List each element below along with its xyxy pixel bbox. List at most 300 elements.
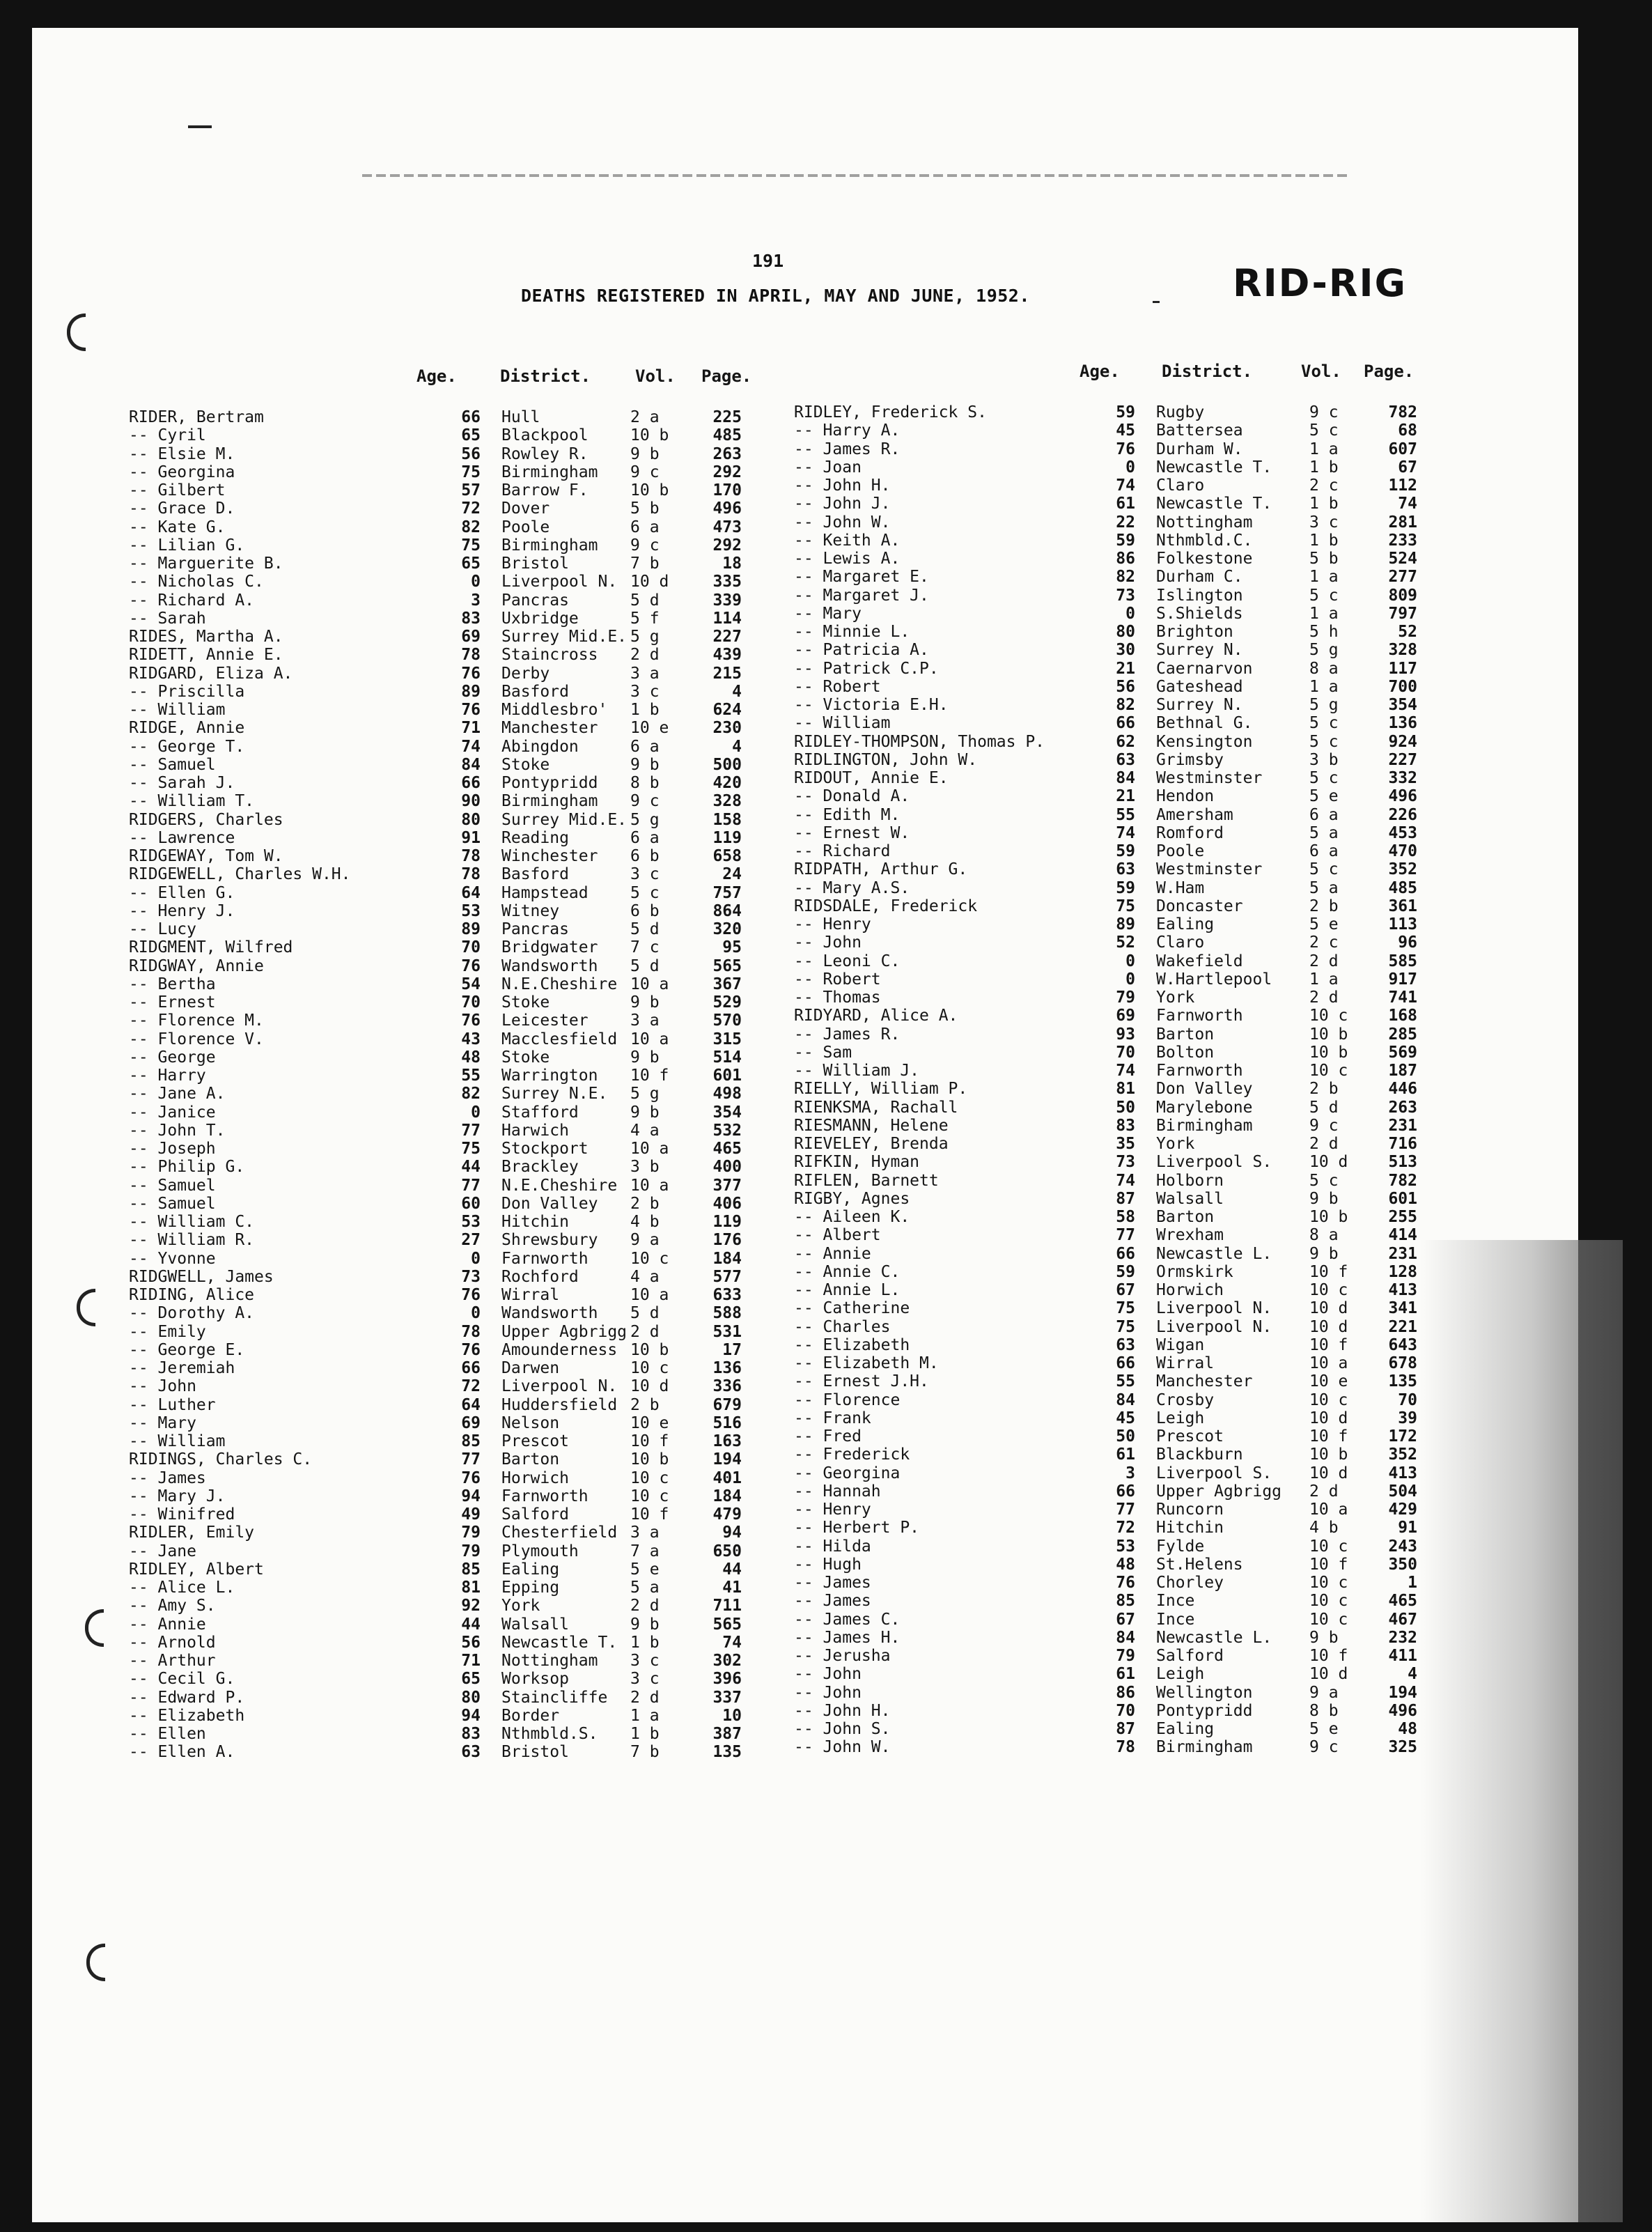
record-district: Birmingham	[1156, 1738, 1253, 1757]
record-row	[794, 1007, 1532, 1025]
record-name: -- James	[794, 1592, 871, 1611]
record-age: 71	[461, 719, 481, 738]
record-volume: 9 c	[1309, 1738, 1339, 1757]
record-name: -- Elizabeth M.	[794, 1354, 939, 1372]
record-row	[794, 1190, 1532, 1208]
record-district: Wigan	[1156, 1335, 1205, 1354]
record-page: 643	[1388, 1335, 1417, 1354]
record-name: -- Margaret E.	[794, 568, 929, 587]
record-age: 73	[1116, 586, 1135, 605]
record-name: -- Amy S.	[129, 1597, 216, 1615]
record-name: -- Ellen G.	[129, 883, 235, 902]
record-district: Barrow F.	[501, 481, 589, 499]
record-page: 414	[1388, 1226, 1417, 1245]
record-name: RIDPATH, Arthur G.	[794, 860, 968, 879]
record-page: 496	[712, 499, 742, 518]
record-name: -- John	[794, 933, 862, 952]
record-page: 163	[712, 1432, 742, 1450]
record-age: 79	[461, 1524, 481, 1542]
record-age: 44	[461, 1615, 481, 1634]
record-row	[129, 1542, 867, 1560]
record-volume: 9 b	[630, 993, 660, 1012]
record-page: 917	[1388, 970, 1417, 989]
record-district: Holborn	[1156, 1171, 1224, 1190]
record-volume: 6 b	[630, 901, 660, 920]
record-volume: 10 e	[1309, 1372, 1348, 1391]
record-district: Don Valley	[501, 1194, 598, 1213]
record-age: 66	[1116, 1244, 1135, 1263]
record-age: 59	[1116, 403, 1135, 421]
record-volume: 9 c	[1309, 403, 1339, 421]
record-district: Claro	[1156, 476, 1205, 495]
record-row	[129, 1597, 867, 1615]
record-volume: 5 d	[630, 1304, 660, 1323]
record-age: 75	[1116, 1317, 1135, 1336]
record-page: 119	[712, 1213, 742, 1231]
record-age: 63	[1116, 860, 1135, 879]
record-age: 78	[461, 646, 481, 665]
record-name: RIDING, Alice	[129, 1286, 255, 1304]
record-volume: 1 b	[1309, 495, 1339, 513]
record-row	[794, 897, 1532, 915]
record-volume: 5 a	[1309, 823, 1339, 842]
record-age: 89	[461, 682, 481, 701]
record-age: 59	[1116, 1262, 1135, 1281]
record-row	[129, 1085, 867, 1103]
record-name: -- Yvonne	[129, 1249, 216, 1268]
record-row	[129, 591, 867, 610]
record-name: -- Robert	[794, 970, 881, 989]
record-volume: 3 c	[630, 865, 660, 884]
record-age: 56	[1116, 677, 1135, 696]
record-name: -- John H.	[794, 476, 891, 495]
record-row	[129, 1359, 867, 1377]
record-district: Witney	[501, 901, 560, 920]
record-district: Liverpool S.	[1156, 1464, 1272, 1482]
record-volume: 10 d	[1309, 1299, 1348, 1318]
record-volume: 10 a	[630, 975, 669, 993]
record-volume: 10 d	[630, 573, 669, 591]
record-volume: 10 f	[1309, 1262, 1348, 1281]
record-volume: 1 a	[1309, 568, 1339, 587]
record-volume: 5 g	[630, 810, 660, 829]
record-row	[129, 1652, 867, 1670]
record-district: Basford	[501, 682, 569, 701]
record-page: 225	[712, 408, 742, 426]
record-row	[129, 975, 867, 993]
page-header: Page.	[1364, 362, 1415, 381]
record-volume: 7 b	[630, 555, 660, 573]
record-page: 514	[712, 1048, 742, 1067]
record-row	[129, 1432, 867, 1450]
record-age: 78	[1116, 1738, 1135, 1757]
record-district: York	[1156, 989, 1195, 1007]
record-row	[129, 1268, 867, 1286]
record-name: -- Priscilla	[129, 682, 245, 701]
record-district: Leigh	[1156, 1665, 1205, 1684]
record-page: 136	[1388, 714, 1417, 733]
record-name: -- Henry	[794, 915, 871, 933]
record-district: Westminster	[1156, 769, 1263, 787]
record-age: 0	[1125, 458, 1135, 476]
record-name: -- William R.	[129, 1231, 255, 1250]
record-district: Wandsworth	[501, 1304, 598, 1323]
dash-mark	[188, 125, 212, 128]
record-name: RIEVELEY, Brenda	[794, 1135, 949, 1153]
record-age: 49	[461, 1505, 481, 1524]
age-header: Age.	[1080, 362, 1120, 381]
record-district: Nthmbld.C.	[1156, 531, 1253, 550]
record-page: 231	[1388, 1244, 1417, 1263]
record-name: -- George E.	[129, 1340, 245, 1359]
district-header: District.	[1162, 362, 1253, 381]
record-district: Amounderness	[501, 1340, 618, 1359]
record-page: 70	[1398, 1390, 1417, 1409]
record-district: Kensington	[1156, 732, 1253, 751]
record-row	[129, 1341, 867, 1359]
record-name: -- Georgina	[129, 463, 235, 481]
record-age: 66	[461, 1359, 481, 1377]
record-volume: 1 a	[1309, 440, 1339, 458]
record-page: 411	[1388, 1647, 1417, 1665]
record-page: 809	[1388, 586, 1417, 605]
record-row	[794, 623, 1532, 641]
record-row	[794, 532, 1532, 550]
vol-header: Vol.	[1301, 362, 1341, 381]
record-age: 75	[461, 1140, 481, 1158]
record-page: 624	[712, 701, 742, 719]
record-page: 172	[1388, 1427, 1417, 1446]
record-page: 446	[1388, 1080, 1417, 1099]
record-age: 54	[461, 975, 481, 993]
record-age: 0	[471, 573, 481, 591]
record-age: 83	[461, 1725, 481, 1743]
record-district: Hitchin	[1156, 1519, 1224, 1537]
record-page: 184	[712, 1487, 742, 1505]
record-volume: 4 b	[630, 1213, 660, 1231]
record-name: -- Minnie L.	[794, 623, 910, 641]
record-row	[129, 1505, 867, 1524]
record-age: 55	[1116, 805, 1135, 824]
record-row	[794, 1208, 1532, 1226]
record-row	[129, 738, 867, 756]
record-page: 782	[1388, 403, 1417, 421]
record-volume: 2 b	[1309, 897, 1339, 915]
record-row	[794, 1501, 1532, 1519]
record-volume: 5 a	[630, 1579, 660, 1597]
record-name: -- Annie C.	[794, 1262, 901, 1281]
record-name: -- Mary	[794, 604, 862, 623]
record-volume: 4 a	[630, 1121, 660, 1140]
record-row	[794, 1647, 1532, 1665]
record-row	[129, 555, 867, 573]
record-row	[129, 811, 867, 829]
record-age: 65	[461, 1670, 481, 1689]
record-volume: 10 d	[630, 1377, 669, 1396]
record-row	[794, 989, 1532, 1007]
record-volume: 1 b	[1309, 458, 1339, 476]
record-name: -- James C.	[794, 1610, 901, 1629]
record-volume: 6 b	[630, 847, 660, 865]
record-volume: 5 e	[630, 1560, 660, 1579]
record-age: 82	[461, 518, 481, 536]
record-age: 55	[1116, 1372, 1135, 1391]
record-age: 35	[1116, 1135, 1135, 1153]
record-district: Hendon	[1156, 787, 1215, 806]
record-name: -- Victoria E.H.	[794, 696, 949, 714]
record-page: 585	[1388, 952, 1417, 970]
record-row	[129, 865, 867, 883]
record-district: Derby	[501, 664, 550, 683]
record-volume: 5 c	[1309, 860, 1339, 879]
record-name: -- John T.	[129, 1121, 226, 1140]
record-list	[794, 403, 1532, 1757]
record-page: 10	[722, 1706, 742, 1725]
record-district: N.E.Cheshire	[501, 975, 618, 993]
record-volume: 10 b	[1309, 1043, 1348, 1062]
record-row	[794, 1446, 1532, 1464]
record-page: 467	[1388, 1610, 1417, 1629]
record-volume: 10 c	[1309, 1574, 1348, 1592]
record-row	[794, 787, 1532, 805]
record-volume: 2 d	[1309, 1482, 1339, 1501]
record-row	[129, 719, 867, 737]
record-page: 135	[712, 1743, 742, 1762]
record-district: Liverpool N.	[501, 1377, 618, 1396]
record-age: 80	[1116, 623, 1135, 641]
record-volume: 10 f	[1309, 1427, 1348, 1446]
record-page: 429	[1388, 1501, 1417, 1519]
record-name: -- Mary J.	[129, 1487, 226, 1505]
record-row	[129, 957, 867, 975]
record-volume: 9 c	[1309, 1116, 1339, 1135]
record-district: Ealing	[501, 1560, 560, 1579]
record-page: 741	[1388, 989, 1417, 1007]
record-age: 21	[1116, 787, 1135, 806]
record-age: 50	[1116, 1427, 1135, 1446]
record-name: -- John	[794, 1665, 862, 1684]
record-volume: 1 a	[1309, 604, 1339, 623]
record-district: Macclesfield	[501, 1030, 618, 1048]
record-district: Manchester	[501, 719, 598, 738]
record-district: Reading	[501, 828, 569, 847]
record-volume: 4 b	[1309, 1519, 1339, 1537]
record-age: 69	[461, 628, 481, 646]
record-page: 52	[1398, 623, 1417, 641]
record-age: 0	[471, 1304, 481, 1323]
record-volume: 10 a	[1309, 1354, 1348, 1372]
record-row	[129, 1725, 867, 1743]
record-page: 96	[1398, 933, 1417, 952]
record-page: 496	[1388, 1701, 1417, 1720]
record-name: -- Donald A.	[794, 787, 910, 806]
record-age: 76	[461, 1286, 481, 1304]
record-row	[794, 1281, 1532, 1299]
record-district: Gateshead	[1156, 677, 1243, 696]
record-district: Amersham	[1156, 805, 1233, 824]
record-page: 500	[712, 755, 742, 774]
record-page: 302	[712, 1652, 742, 1670]
record-row	[794, 403, 1532, 421]
record-page: 679	[712, 1395, 742, 1414]
record-age: 77	[1116, 1501, 1135, 1519]
record-district: Upper Agbrigg	[1156, 1482, 1282, 1501]
record-age: 86	[1116, 1683, 1135, 1702]
record-age: 78	[461, 865, 481, 884]
record-age: 74	[1116, 1171, 1135, 1190]
record-page: 387	[712, 1725, 742, 1743]
record-district: Bridgwater	[501, 938, 598, 957]
record-volume: 2 a	[630, 408, 660, 426]
record-volume: 1 b	[630, 1633, 660, 1652]
record-volume: 9 b	[630, 1048, 660, 1067]
record-district: Liverpool S.	[1156, 1153, 1272, 1172]
record-age: 22	[1116, 513, 1135, 532]
record-page: 465	[712, 1140, 742, 1158]
record-name: -- Edith M.	[794, 805, 901, 824]
record-page: 95	[722, 938, 742, 957]
record-volume: 1 a	[1309, 677, 1339, 696]
record-age: 77	[461, 1176, 481, 1195]
record-row	[129, 1579, 867, 1597]
record-row	[129, 884, 867, 902]
record-age: 83	[1116, 1116, 1135, 1135]
record-district: Bristol	[501, 1743, 569, 1762]
record-volume: 3 b	[630, 1158, 660, 1177]
record-name: -- Gilbert	[129, 481, 226, 499]
record-age: 27	[461, 1231, 481, 1250]
record-page: 184	[712, 1249, 742, 1268]
record-age: 0	[1125, 604, 1135, 623]
record-row	[794, 1629, 1532, 1647]
record-row	[129, 481, 867, 499]
record-age: 65	[461, 555, 481, 573]
record-age: 84	[1116, 1390, 1135, 1409]
record-age: 80	[461, 810, 481, 829]
record-district: Chorley	[1156, 1574, 1224, 1592]
record-page: 532	[712, 1121, 742, 1140]
record-age: 85	[461, 1560, 481, 1579]
record-age: 77	[461, 1450, 481, 1469]
record-row	[794, 605, 1532, 623]
record-page: 352	[1388, 1446, 1417, 1464]
record-volume: 9 a	[630, 1231, 660, 1250]
record-page: 864	[712, 901, 742, 920]
record-page: 335	[712, 573, 742, 591]
record-district: Newcastle T.	[1156, 495, 1272, 513]
record-row	[129, 1122, 867, 1140]
record-row	[794, 641, 1532, 659]
record-name: -- Albert	[794, 1226, 881, 1245]
record-row	[794, 458, 1532, 476]
record-row	[794, 1427, 1532, 1446]
record-age: 45	[1116, 1409, 1135, 1427]
record-row	[794, 1611, 1532, 1629]
record-page: 413	[1388, 1464, 1417, 1482]
record-list	[129, 408, 867, 1762]
record-name: -- Georgina	[794, 1464, 901, 1482]
record-name: -- Henry	[794, 1501, 871, 1519]
record-age: 66	[1116, 714, 1135, 733]
record-age: 82	[1116, 696, 1135, 714]
record-district: Stoke	[501, 755, 550, 774]
record-district: Staincross	[501, 646, 598, 665]
record-age: 65	[461, 426, 481, 445]
record-volume: 10 b	[630, 426, 669, 445]
record-district: Rowley R.	[501, 444, 589, 463]
record-age: 67	[1116, 1610, 1135, 1629]
record-row	[794, 476, 1532, 495]
record-name: RIDER, Bertram	[129, 408, 264, 426]
record-row	[794, 751, 1532, 769]
record-volume: 5 d	[1309, 1098, 1339, 1117]
record-district: St.Helens	[1156, 1555, 1243, 1574]
record-volume: 10 b	[630, 1450, 669, 1469]
record-page: 168	[1388, 1007, 1417, 1025]
record-page: 94	[722, 1524, 742, 1542]
record-name: RIDOUT, Annie E.	[794, 769, 949, 787]
record-name: RIESMANN, Helene	[794, 1116, 949, 1135]
record-name: -- Florence M.	[129, 1012, 264, 1030]
record-volume: 1 b	[630, 701, 660, 719]
record-row	[794, 933, 1532, 952]
record-age: 75	[1116, 1299, 1135, 1318]
record-district: Leicester	[501, 1012, 589, 1030]
record-row	[129, 829, 867, 847]
record-page: 601	[1388, 1189, 1417, 1208]
record-row	[794, 970, 1532, 989]
record-volume: 8 a	[1309, 659, 1339, 678]
record-volume: 6 a	[1309, 805, 1339, 824]
record-row	[129, 1469, 867, 1487]
record-district: York	[501, 1597, 540, 1615]
record-name: RIGBY, Agnes	[794, 1189, 910, 1208]
record-name: -- Annie	[794, 1244, 871, 1263]
record-row	[794, 1044, 1532, 1062]
record-name: -- James	[129, 1468, 206, 1487]
record-district: Nottingham	[1156, 513, 1253, 532]
record-name: -- Edward P.	[129, 1688, 245, 1707]
record-page: 320	[712, 920, 742, 938]
record-age: 79	[1116, 989, 1135, 1007]
record-row	[794, 1372, 1532, 1390]
record-age: 73	[1116, 1153, 1135, 1172]
record-district: Birmingham	[501, 792, 598, 811]
record-row	[794, 1409, 1532, 1427]
record-row	[794, 568, 1532, 586]
record-name: RIDGEWAY, Tom W.	[129, 847, 283, 865]
record-page: 194	[712, 1450, 742, 1469]
record-age: 75	[461, 536, 481, 555]
record-page: 1	[1408, 1574, 1417, 1592]
record-volume: 3 a	[630, 1012, 660, 1030]
record-district: Huddersfield	[501, 1395, 618, 1414]
record-district: Islington	[1156, 586, 1243, 605]
record-volume: 10 d	[1309, 1153, 1348, 1172]
record-name: -- Mary	[129, 1413, 196, 1432]
record-age: 70	[1116, 1043, 1135, 1062]
record-age: 3	[1125, 1464, 1135, 1482]
record-page: 473	[712, 518, 742, 536]
record-age: 80	[461, 1688, 481, 1707]
record-name: -- Joseph	[129, 1140, 216, 1158]
record-age: 70	[1116, 1701, 1135, 1720]
record-page: 498	[712, 1085, 742, 1103]
record-age: 94	[461, 1487, 481, 1505]
record-district: Liverpool N.	[1156, 1299, 1272, 1318]
record-district: Leigh	[1156, 1409, 1205, 1427]
record-district: Stoke	[501, 993, 550, 1012]
